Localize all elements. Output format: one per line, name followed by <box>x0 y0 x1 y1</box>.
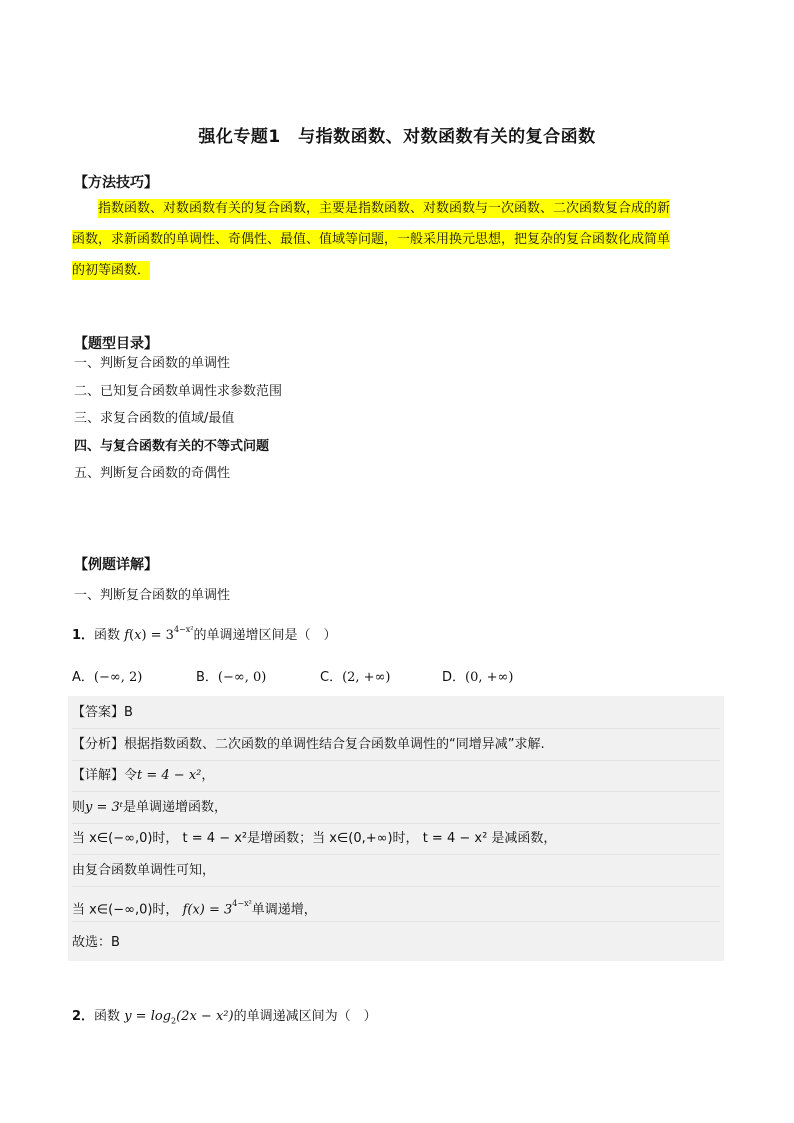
option-b[interactable]: B．(−∞, 0) <box>196 670 267 685</box>
methods-paragraph <box>72 193 724 286</box>
page-title: 强化专题1 与指数函数、对数函数有关的复合函数 <box>198 127 596 147</box>
question-number: 2． <box>72 1009 95 1024</box>
option-c[interactable]: C．(2, +∞) <box>320 670 391 685</box>
question-2: 2．函数 $y = \log_2(2x - x^2)$的单调递减区间为（ ） <box>72 1009 377 1026</box>
answer-options <box>72 666 722 686</box>
detail-line-6: 故选：B <box>72 935 120 950</box>
examples-subheading: 一、判断复合函数的单调性 <box>74 588 231 603</box>
toc-item: 二、已知复合函数单调性求参数范围 <box>74 383 283 399</box>
methods-line-3: 的初等函数． <box>72 263 151 278</box>
toc-list <box>74 355 282 493</box>
toc-item: 四、与复合函数有关的不等式问题 <box>74 438 270 454</box>
question-number: 1． <box>72 628 95 643</box>
toc-item: 三、求复合函数的值域/最值 <box>74 411 235 426</box>
methods-heading: 【方法技巧】 <box>74 175 158 191</box>
question-1: 1．函数 $f(x) = 3^{4-x^2}$的单调递增区间是（ ） <box>72 624 337 643</box>
examples-heading: 【例题详解】 <box>74 557 158 573</box>
detail-line-5: 当 x∈(−∞,0)时， $f(x) = 3^{4-x^2}$单调递增， <box>72 891 720 922</box>
answer-box <box>68 696 724 961</box>
toc-heading: 【题型目录】 <box>74 336 158 352</box>
detail-line-2: 则y = 3ᵗ是单调递增函数， <box>72 793 720 824</box>
methods-line-1: 指数函数、对数函数有关的复合函数，主要是指数函数、对数函数与一次函数、二次函数复合成的新 <box>98 201 671 216</box>
option-d[interactable]: D．(0, +∞) <box>442 670 514 685</box>
detail-line-4: 由复合函数单调性可知， <box>72 856 720 887</box>
answer-line: 【答案】B <box>72 698 720 729</box>
option-a[interactable]: A．(−∞, 2) <box>72 670 143 685</box>
analysis-line: 【分析】根据指数函数、二次函数的单调性结合复合函数单调性的“同增异减”求解. <box>72 730 720 761</box>
toc-item: 五、判断复合函数的奇偶性 <box>74 466 231 481</box>
toc-item: 一、判断复合函数的单调性 <box>74 356 231 371</box>
methods-line-2: 函数，求新函数的单调性、奇偶性、最值、值域等问题，一般采用换元思想，把复杂的复合函数化成简单 <box>72 232 671 247</box>
detail-line: 【详解】令t = 4 − x²， <box>72 761 720 792</box>
detail-line-3: 当 x∈(−∞,0)时， t = 4 − x²是增函数；当 x∈(0,+∞)时， t = 4 − x² 是减函数， <box>72 824 720 855</box>
